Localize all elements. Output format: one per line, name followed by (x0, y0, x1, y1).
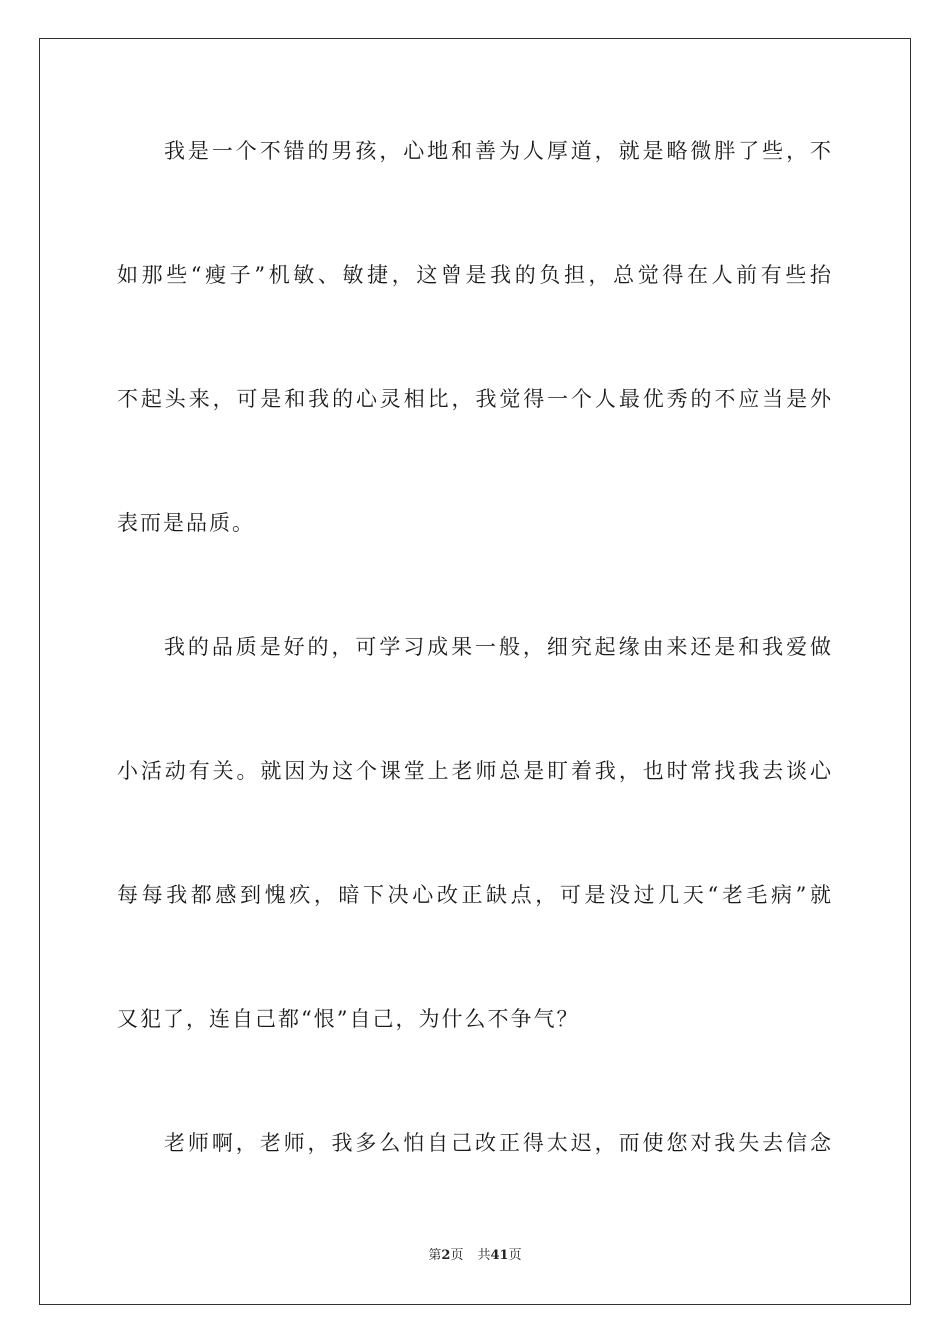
paragraph-2-line-4: 又犯了，连自己都“恨”自己，为什么不争气？ (117, 1007, 580, 1031)
page-footer (0, 1247, 950, 1265)
paragraph-1-line-2: 如那些“瘦子”机敏、敏捷，这曾是我的负担，总觉得在人前有些抬 (117, 263, 831, 287)
total-suffix: 页 (508, 1248, 522, 1263)
paragraph-1-line-3: 不起头来，可是和我的心灵相比，我觉得一个人最优秀的不应当是外 (117, 387, 831, 411)
paragraph-2-line-1: 我的品质是好的，可学习成果一般，细究起缘由来还是和我爱做 (164, 635, 831, 659)
page-prefix: 第 (428, 1248, 442, 1263)
paragraph-3-line-1: 老师啊，老师，我多么怕自己改正得太迟，而使您对我失去信念 (164, 1131, 831, 1155)
paragraph-1-line-1: 我是一个不错的男孩，心地和善为人厚道，就是略微胖了些，不 (164, 139, 831, 163)
paragraph-2-line-3: 每每我都感到愧疚，暗下决心改正缺点，可是没过几天“老毛病”就 (117, 883, 831, 907)
paragraph-1-line-4: 表而是品质。 (117, 511, 255, 535)
total-pages: 41 (490, 1248, 509, 1263)
paragraph-2-line-2: 小活动有关。就因为这个课堂上老师总是盯着我，也时常找我去谈心 (117, 759, 831, 783)
total-prefix: 共 (477, 1248, 491, 1263)
page-border (39, 38, 911, 1305)
page-suffix: 页 (450, 1248, 464, 1263)
page-number: 2 (441, 1248, 451, 1263)
